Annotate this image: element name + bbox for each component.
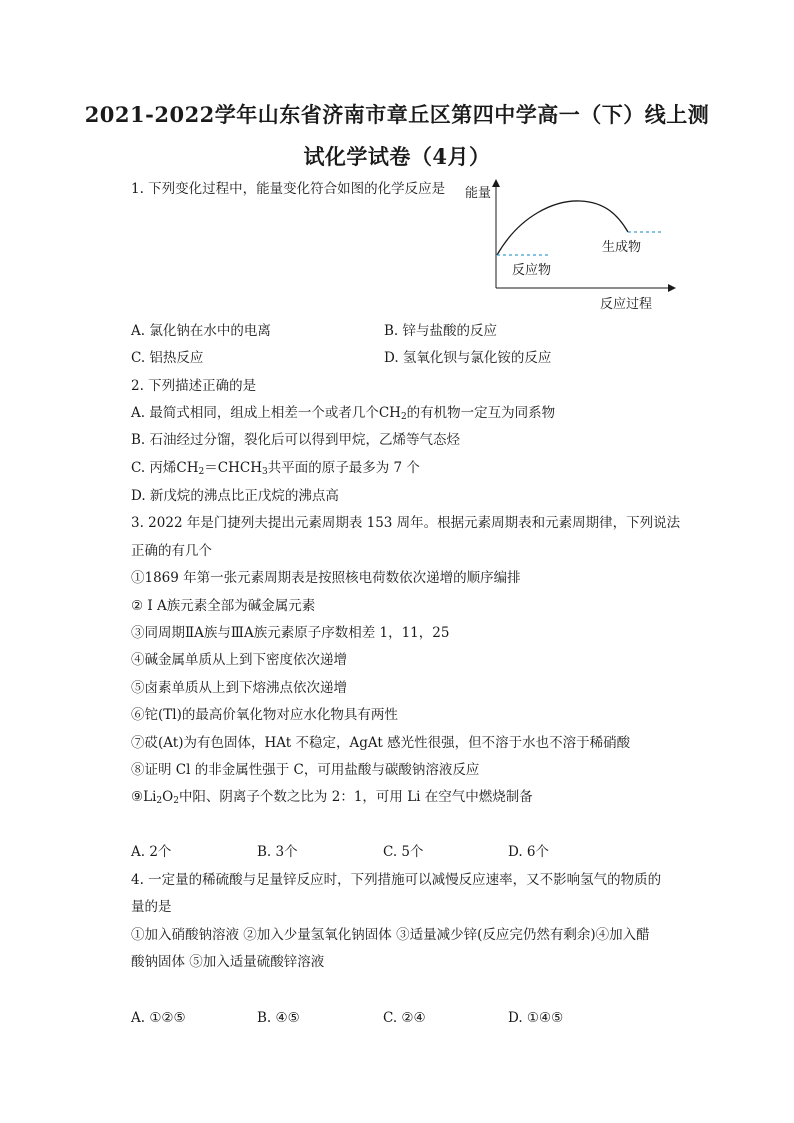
q3-item-8: ⑧证明 Cl 的非金属性强于 C，可用盐酸与碳酸钠溶液反应 — [131, 762, 480, 778]
question-4-stem-line2: 量的是 — [131, 899, 172, 915]
question-2-stem: 2. 下列描述正确的是 — [131, 378, 257, 394]
energy-diagram — [460, 175, 680, 315]
q3-item-5: ⑤卤素单质从上到下熔沸点依次递增 — [131, 680, 347, 696]
q3-option-b: B. 3个 — [257, 844, 298, 860]
question-3-stem-line1: 3. 2022 年是门捷列夫提出元素周期表 153 周年。根据元素周期表和元素周期律，下列说法 — [131, 515, 681, 531]
energy-axis-label: 能量 — [465, 186, 492, 201]
reactant-label: 反应物 — [512, 263, 552, 278]
q1-option-a: A. 氯化钠在水中的电离 — [131, 323, 271, 339]
q3-option-a: A. 2个 — [131, 844, 172, 860]
q3-option-d: D. 6个 — [508, 844, 550, 860]
exam-title-line1: 2021-2022学年山东省济南市章丘区第四中学高一（下）线上测 — [84, 102, 710, 127]
process-axis-arrow — [668, 284, 676, 292]
q3-item-9: $⑨Li_2O_2$中阳、阴离子个数之比为 2：1，可用 Li 在空气中燃烧制备 — [131, 789, 533, 806]
q4-measures-line2: 酸钠固体 ⑤加入适量硫酸锌溶液 — [131, 954, 325, 970]
question-1-stem: 1. 下列变化过程中，能量变化符合如图的化学反应是 — [131, 181, 446, 197]
q2-option-a: A. 最简式相同，组成上相差一个或者几个$CH_2$的有机物一定互为同系物 — [131, 405, 556, 422]
question-3-stem-line2: 正确的有几个 — [131, 543, 212, 559]
q3-item-6: ⑥铊(Tl)的最高价氧化物对应水化物具有两性 — [131, 707, 398, 723]
q2-option-d: D. 新戊烷的沸点比正戊烷的沸点高 — [131, 488, 339, 504]
question-4-stem-line1: 4. 一定量的稀硫酸与足量锌反应时，下列措施可以减慢反应速率，又不影响氢气的物质的 — [131, 872, 662, 888]
product-label: 生成物 — [602, 240, 642, 255]
q2-option-c: C. 丙烯$CH_2=CHCH_3$共平面的原子最多为 7 个 — [131, 460, 420, 477]
q4-option-b: B. ④⑤ — [257, 1010, 300, 1026]
q4-option-a: A. ①②⑤ — [131, 1010, 186, 1026]
q3-item-4: ④碱金属单质从上到下密度依次递增 — [131, 652, 347, 668]
q1-option-b: B. 锌与盐酸的反应 — [384, 323, 498, 339]
q1-option-c: C. 铝热反应 — [131, 350, 204, 366]
q3-item-1: ①1869 年第一张元素周期表是按照核电荷数依次递增的顺序编排 — [131, 570, 521, 586]
q4-option-c: C. ②④ — [383, 1010, 426, 1026]
q4-measures-line1: ①加入硝酸钠溶液 ②加入少量氢氧化钠固体 ③适量减少锌(反应完仍然有剩余)④加入醋 — [131, 927, 650, 943]
process-axis-label: 反应过程 — [600, 297, 653, 312]
q3-item-2: ② I A族元素全部为碱金属元素 — [131, 598, 316, 614]
q4-option-d: D. ①④⑤ — [508, 1010, 564, 1026]
exam-title-line2: 试化学试卷（4月） — [303, 144, 491, 169]
energy-axis-arrow — [492, 179, 500, 187]
q3-item-3: ③同周期ⅡA族与ⅢA族元素原子序数相差 1，11，25 — [131, 625, 450, 641]
q3-item-7: ⑦砹(At)为有色固体，HAt 不稳定，AgAt 感光性很强，但不溶于水也不溶于稀硝酸 — [131, 735, 631, 751]
q1-option-d: D. 氢氧化钡与氯化铵的反应 — [384, 350, 552, 366]
q3-option-c: C. 5个 — [383, 844, 424, 860]
q2-option-b: B. 石油经过分馏，裂化后可以得到甲烷，乙烯等气态烃 — [131, 432, 461, 448]
